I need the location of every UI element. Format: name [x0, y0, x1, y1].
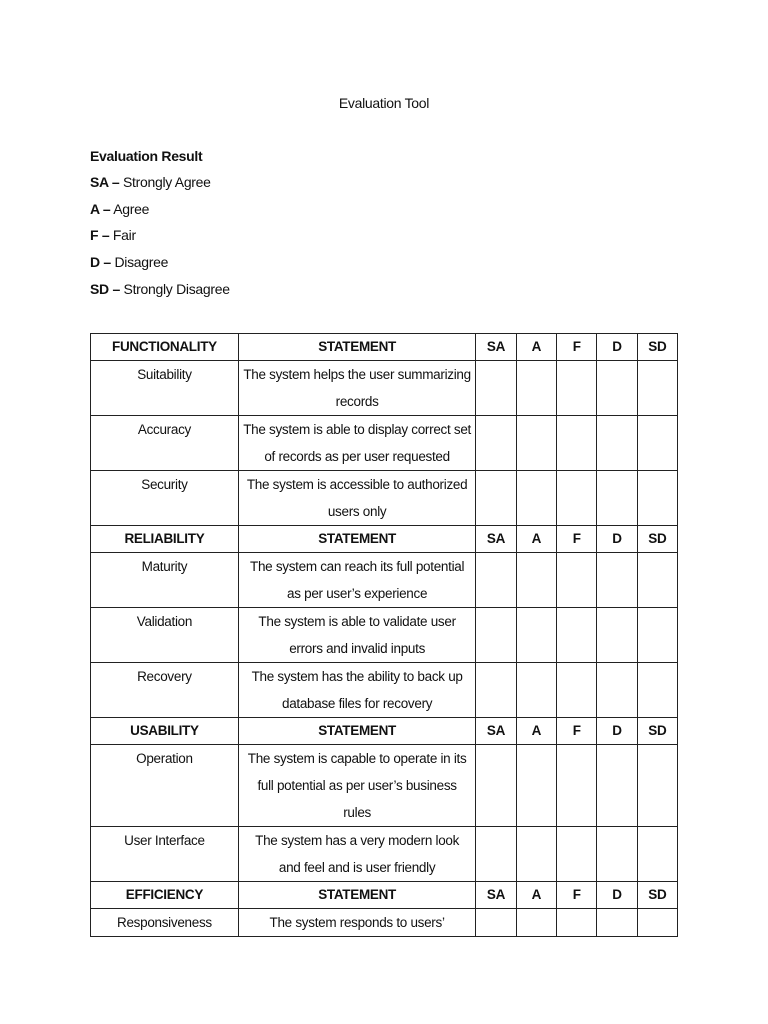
rating-cell-d: [597, 745, 637, 827]
legend-item: [90, 254, 230, 281]
statement-header: STATEMENT: [238, 718, 475, 745]
table-row: [91, 416, 678, 471]
rating-cell-sa: [476, 361, 516, 416]
statement-cell: The system is accessible to authorized users only: [238, 471, 475, 526]
rating-cell-f: [557, 471, 597, 526]
rating-cell-sd: [637, 361, 677, 416]
rating-header-a: A: [516, 526, 556, 553]
rating-cell-a: [516, 745, 556, 827]
rating-cell-sd: [637, 745, 677, 827]
rating-cell-sa: [476, 827, 516, 882]
rating-cell-d: [597, 416, 637, 471]
section-header-row: [91, 334, 678, 361]
rating-header-sa: SA: [476, 526, 516, 553]
criterion-cell: Accuracy: [91, 416, 239, 471]
legend-code: SD –: [90, 280, 120, 297]
rating-cell-f: [557, 553, 597, 608]
rating-cell-sd: [637, 663, 677, 718]
rating-cell-d: [597, 827, 637, 882]
rating-cell-d: [597, 471, 637, 526]
rating-header-sd: SD: [637, 882, 677, 909]
rating-cell-f: [557, 608, 597, 663]
table-row: [91, 909, 678, 937]
legend-item: [90, 227, 230, 254]
table-row: [91, 361, 678, 416]
rating-header-a: A: [516, 718, 556, 745]
rating-header-sa: SA: [476, 882, 516, 909]
rating-cell-sa: [476, 471, 516, 526]
rating-cell-d: [597, 663, 637, 718]
legend-code: A –: [90, 200, 111, 217]
legend-heading: Evaluation Result: [90, 148, 203, 164]
rating-cell-f: [557, 909, 597, 937]
category-header: EFFICIENCY: [91, 882, 239, 909]
category-header: FUNCTIONALITY: [91, 334, 239, 361]
rating-cell-sd: [637, 553, 677, 608]
legend-code: F –: [90, 227, 110, 244]
statement-header: STATEMENT: [238, 334, 475, 361]
rating-header-d: D: [597, 334, 637, 361]
statement-cell: The system is capable to operate in its full potential as per user’s business rules: [238, 745, 475, 827]
statement-cell: The system has a very modern look and feel and is user friendly: [238, 827, 475, 882]
statement-cell: The system is able to display correct set of records as per user requested: [238, 416, 475, 471]
rating-cell-d: [597, 553, 637, 608]
rating-header-f: F: [557, 334, 597, 361]
rating-cell-f: [557, 663, 597, 718]
rating-header-sd: SD: [637, 718, 677, 745]
page-title: Evaluation Tool: [338, 95, 430, 111]
rating-cell-f: [557, 827, 597, 882]
rating-cell-a: [516, 361, 556, 416]
rating-cell-f: [557, 416, 597, 471]
criterion-cell: Suitability: [91, 361, 239, 416]
section-header-row: [91, 882, 678, 909]
rating-cell-a: [516, 553, 556, 608]
statement-cell: The system helps the user summarizing records: [238, 361, 475, 416]
statement-cell: The system responds to users’: [238, 909, 475, 937]
legend-meaning: Strongly Agree: [123, 174, 211, 190]
evaluation-table: [90, 333, 678, 937]
rating-cell-sd: [637, 827, 677, 882]
rating-cell-d: [597, 361, 637, 416]
table-row: [91, 745, 678, 827]
rating-header-a: A: [516, 882, 556, 909]
rating-cell-d: [597, 608, 637, 663]
legend-item: [90, 201, 230, 228]
legend-meaning: Fair: [112, 227, 136, 244]
evaluation-legend: [90, 148, 230, 307]
table-row: [91, 608, 678, 663]
rating-header-sd: SD: [637, 334, 677, 361]
rating-header-a: A: [516, 334, 556, 361]
rating-cell-sa: [476, 553, 516, 608]
legend-item: [90, 174, 230, 201]
legend-meaning: Agree: [113, 200, 150, 217]
table-row: [91, 553, 678, 608]
rating-cell-a: [516, 608, 556, 663]
rating-cell-sd: [637, 416, 677, 471]
rating-header-f: F: [557, 882, 597, 909]
rating-cell-a: [516, 663, 556, 718]
statement-header: STATEMENT: [238, 882, 475, 909]
rating-cell-sa: [476, 909, 516, 937]
table-row: [91, 471, 678, 526]
rating-header-f: F: [557, 526, 597, 553]
table-row: [91, 663, 678, 718]
criterion-cell: Security: [91, 471, 239, 526]
rating-cell-a: [516, 909, 556, 937]
rating-cell-sd: [637, 909, 677, 937]
legend-meaning: Disagree: [114, 254, 169, 271]
table-row: [91, 827, 678, 882]
legend-code: D –: [90, 254, 111, 271]
legend-meaning: Strongly Disagree: [123, 280, 230, 297]
rating-cell-sd: [637, 608, 677, 663]
criterion-cell: Responsiveness: [91, 909, 239, 937]
legend-code: SA –: [90, 174, 120, 190]
rating-cell-f: [557, 361, 597, 416]
rating-cell-d: [597, 909, 637, 937]
rating-cell-a: [516, 471, 556, 526]
rating-cell-f: [557, 745, 597, 827]
criterion-cell: Operation: [91, 745, 239, 827]
category-header: USABILITY: [91, 718, 239, 745]
criterion-cell: User Interface: [91, 827, 239, 882]
rating-header-f: F: [557, 718, 597, 745]
rating-cell-sa: [476, 663, 516, 718]
section-header-row: [91, 526, 678, 553]
rating-header-sa: SA: [476, 718, 516, 745]
category-header: RELIABILITY: [91, 526, 239, 553]
statement-cell: The system can reach its full potential as per user’s experience: [238, 553, 475, 608]
rating-cell-sa: [476, 745, 516, 827]
rating-cell-sd: [637, 471, 677, 526]
criterion-cell: Recovery: [91, 663, 239, 718]
rating-cell-sa: [476, 608, 516, 663]
rating-cell-a: [516, 416, 556, 471]
statement-cell: The system is able to validate user errors and invalid inputs: [238, 608, 475, 663]
criterion-cell: Maturity: [91, 553, 239, 608]
rating-cell-sa: [476, 416, 516, 471]
statement-cell: The system has the ability to back up database files for recovery: [238, 663, 475, 718]
statement-header: STATEMENT: [238, 526, 475, 553]
rating-header-d: D: [597, 882, 637, 909]
section-header-row: [91, 718, 678, 745]
rating-cell-a: [516, 827, 556, 882]
rating-header-sd: SD: [637, 526, 677, 553]
criterion-cell: Validation: [91, 608, 239, 663]
rating-header-d: D: [597, 526, 637, 553]
rating-header-d: D: [597, 718, 637, 745]
rating-header-sa: SA: [476, 334, 516, 361]
legend-item: [90, 281, 230, 308]
